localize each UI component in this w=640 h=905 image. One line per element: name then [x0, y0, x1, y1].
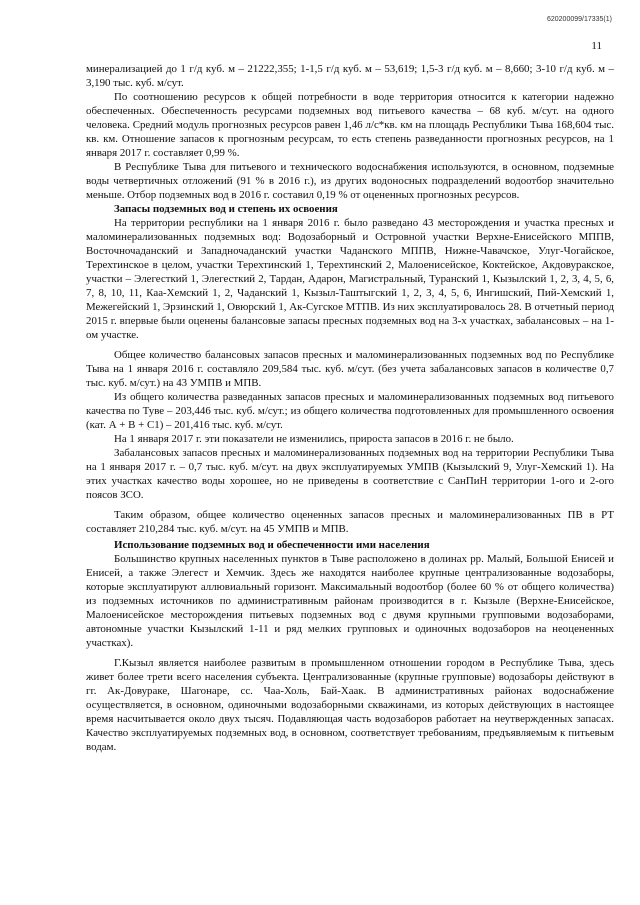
- paragraph-explored-deposits: На территории республики на 1 января 2016 г. было разведано 43 месторождения и участка пресных и маломинерализованных подземных вод: Водозаборный и Островной участки Верхне-Енисейского МППВ, Восточночаданский и Западночаданский участки Чаданского МППВ, Нижне-Чавачское, Улуг-Чогайское, Терехтинское в целом, участки Терехтинский 1, Терехтинский 2, Малоенисейское, Коктейское, Акдовуракское, участки – Элегесткий 1, Элегесткий 2, Тардан, Адарон, Магистральный, Туранский 1, Кызылский 1, 2, 3, 4, 5, 6, 7, 8, 10, 11, Каа-Хемский 1, 2, Чаданский 1, Кызыл-Таштыгский 1, 2, 3, 4, 5, 6, Ингишский, Пий-Хемский 1, Межегейский 1, Эрзинский 1, Овюрский 1, Ак-Сугское МТПВ. Из них эксплуатировалось 28. В отчетный период 2015 г. впервые были оценены балансовые запасы пресных подземных вод на 3-х участках, забалансовых – на 1-ом участке.: [86, 217, 614, 341]
- document-code: 620200099/17335(1): [546, 16, 612, 23]
- paragraph-settlements: Большинство крупных населенных пунктов в Тыве расположено в долинах рр. Малый, Большой Енисей и Енисей, а также Элегест и Хемчик. Здесь же находятся наиболее крупные централизованные водозаборы, которые эксплуатируют аллювиальный горизонт. Максимальный водоотбор (более 60 % от общего количества) из подземных источников по административным районам производится в г. Кызыле (Верхне-Енисейское, Малоенисейское месторождения питьевых подземных вод с двумя крупными групповыми водозаборами, автономные участки Кызылский 1-11 и ряд мелких групповых и одиночных водозаборов на неоцененных участках).: [86, 553, 614, 649]
- paragraph-off-balance: Забалансовых запасов пресных и маломинерализованных подземных вод на территории Республики Тыва на 1 января 2017 г. – 0,7 тыс. куб. м/сут. на двух эксплуатируемых УМПВ (Кызылский 9, Улуг-Хемский 1). На этих участках качество воды хорошее, но не приведены в соответствие с СанПиН территории 1-ого и 2-ого поясов ЗСО.: [86, 447, 614, 501]
- section-heading-usage: Использование подземных вод и обеспеченности ими населения: [114, 539, 430, 551]
- paragraph-indicators-2017: На 1 января 2017 г. эти показатели не изменились, прироста запасов в 2016 г. не было.: [114, 433, 514, 445]
- paragraph-drinking-quality: Из общего количества разведанных запасов пресных и маломинерализованных подземных вод питьевого качества по Туве – 203,446 тыс. куб. м/сут.; из общего количества подготовленных для промышленного освоения (кат. А + В + С1) – 201,416 тыс. куб. м/сут.: [86, 391, 614, 431]
- paragraph-water-supply: В Республике Тыва для питьевого и технического водоснабжения используются, в основном, подземные воды четвертичных отложений (91 % в 2016 г.), из других водоносных подразделений водоотбор значительно меньше. Отбор подземных вод в 2016 г. составил 0,19 % от оцененных прогнозных ресурсов.: [86, 161, 614, 201]
- paragraph-total-reserves: Таким образом, общее количество оцененных запасов пресных и маломинерализованных ПВ в РТ составляет 210,284 тыс. куб. м/сут. на 45 УМПВ и МПВ.: [86, 509, 614, 535]
- paragraph-kyzyl: Г.Кызыл является наиболее развитым в промышленном отношении городом в Республике Тыва, здесь живет более трети всего населения субъекта. Централизованные (крупные групповые) водозаборы действуют в гг. Ак-Довураке, Шагонаре, сс. Чаа-Холь, Бай-Хаак. В административных районах водоснабжение осуществляется, в основном, одиночными водозаборными скважинами, из которых действующих в настоящее время насчитывается около двух тысяч. Подавляющая часть водозаборов работает на неутвержденных запасах. Качество эксплуатируемых подземных вод, в основном, соответствует требованиям, предъявляемым к питьевым водам.: [86, 657, 614, 753]
- page-number: 11: [591, 40, 602, 52]
- section-heading-reserves: Запасы подземных вод и степень их освоения: [114, 203, 338, 215]
- paragraph-balance-reserves: Общее количество балансовых запасов пресных и маломинерализованных подземных вод по Республике Тыва на 1 января 2016 г. составляло 209,584 тыс. куб. м/сут. (без учета забалансовых запасов в количестве 0,7 тыс. куб. м/сут.) на 43 УМПВ и МПВ.: [86, 349, 614, 389]
- paragraph-resources-ratio: По соотношению ресурсов к общей потребности в воде территория относится к категории надежно обеспеченных. Обеспеченность ресурсами подземных вод питьевого качества – 68 куб. м/сут. на одного человека. Средний модуль прогнозных ресурсов равен 1,46 л/с*кв. км на площадь Республики Тыва 168,604 тыс. кв. км. Отношение запасов к прогнозным ресурсам, то есть степень разведанности прогнозных ресурсов, на 1 января 2017 г. составляет 0,99 %.: [86, 91, 614, 159]
- document-body: [86, 62, 614, 754]
- paragraph-mineralization: минерализацией до 1 г/д куб. м – 21222,355; 1-1,5 г/д куб. м – 53,619; 1,5-3 г/д куб. м – 8,660; 3-10 г/д куб. м – 3,190 тыс. куб. м/сут.: [86, 63, 614, 89]
